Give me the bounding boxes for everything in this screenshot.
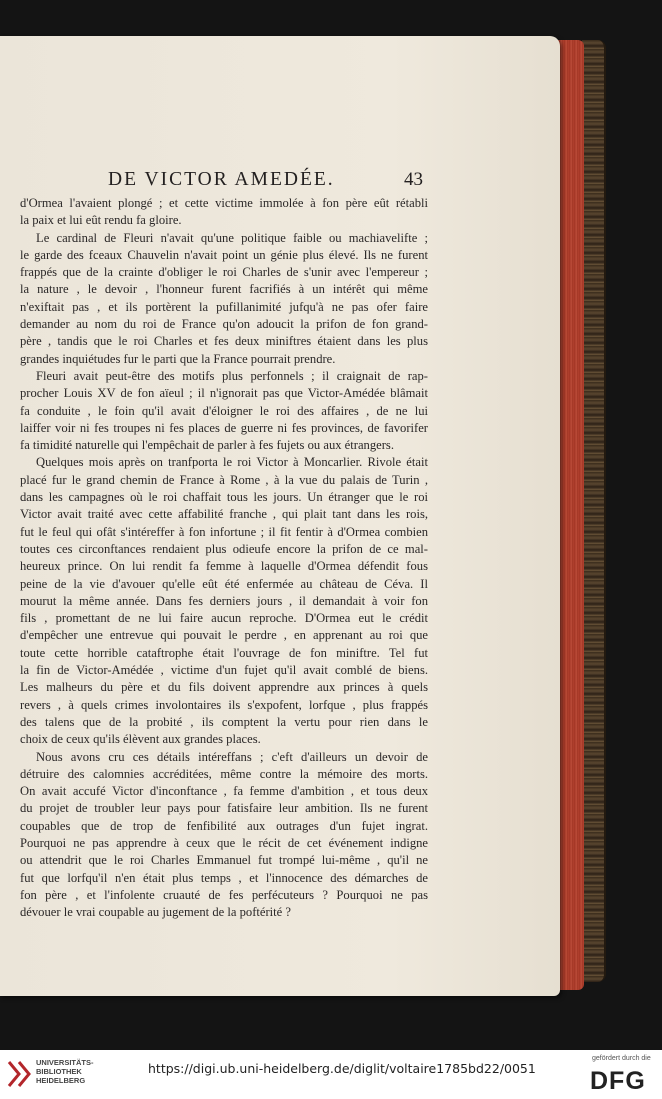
text-line: placé fur le grand chemin de France à Rome , à la vue du palais de Turin , [20,472,428,487]
text-line: fut que lorfqu'il n'en était plus temps , et l'innocence des démarches de [20,870,428,885]
text-line: fut le feul qui ofât s'intéreffer à fon infortune ; il fit fentir à d'Ormea combien [20,524,428,539]
text-line: dans les campagnes où le roi chaffait tous les jours. Un étranger que le roi [20,490,428,505]
text-line: toutes ces circonftances rendaient plus odieufe encore la prifon de ce mal- [20,541,428,556]
text-line: fils , promettant de ne lui faire aucun reproche. D'Ormea eut le crédit [20,611,428,626]
text-line: heureux prince. On lui rendit fa femme à laquelle d'Ormea défendit fous [20,559,428,574]
text-line: d'Ormea l'avaient plongé ; et cette victime immolée à fon père eût rétabli [20,196,428,210]
text-line: Victor avait traité avec cette affabilité franche , qui plait tant dans les rois, [20,507,428,522]
text-line: Les malheurs du père et du fils doivent apprendre aux princes à quels [20,680,428,695]
text-line: Le cardinal de Fleuri n'avait qu'une politique faible ou machiavelifte ; [36,230,428,245]
institution-name [36,1058,94,1085]
text-line: toute cette horrible cataftrophe était l'ouvrage de fon miniftre. Tel fut [20,645,428,660]
text-line: des talens que de la probité , ils comptent la vertu pour rien dans le [20,714,428,729]
university-library-logo-icon [6,1058,32,1090]
book-cover-edge [582,40,606,982]
text-line: On avait accufé Victor d'inconftance , fa femme d'ambition , et tous deux [20,784,428,799]
dfg-logo: DFG [590,1067,646,1095]
institution-line: UNIVERSITÄTS- [36,1058,94,1067]
text-line: fa conduite , le foin qu'il avait d'éloigner le roi des affaires , de ne lui [20,403,428,418]
text-line: Fleuri avait peut-être des motifs plus perfonnels ; il craignait de rap- [36,368,428,383]
text-line: n'exiftait pas , et ils portèrent la pufillanimité jufqu'à ne pas ofer faire [20,299,428,314]
text-line: mourut la même année. Dans fes derniers jours , il demandait à voir fon [20,593,428,608]
text-line: d'empêcher une entrevue qui pouvait le perdre , en apprenant au roi que [20,628,428,643]
text-line: ou attendrit que le roi Charles Emmanuel fut trompé lui-même , qu'il ne [20,853,428,868]
text-line: laiffer voir ni fes troupes ni fes places de guerre ni fes provinces, de favorifer [20,420,428,435]
text-line: Pourquoi ne pas apprendre à ceux que le récit de cet événement indigne [20,835,428,850]
text-line: procher Louis XV de fon aïeul ; il n'ignorait pas que Victor-Amédée blâmait [20,386,428,401]
text-line: choix de ceux qu'ils élèvent aux grandes places. [20,732,261,747]
funded-by-label: gefördert durch die [592,1055,651,1062]
text-line: détruire des calomnies accréditées, même contre la mémoire des morts. [20,766,428,781]
text-line: du projet de troubler leur pays pour fatisfaire leur ambition. Ils ne furent [20,801,428,816]
text-line: la nature , le devoir , l'honneur furent facrifiés à un intérêt qui même [20,282,428,297]
text-line: frappés que de la crainte d'obliger le roi Charles de s'unir avec l'empereur ; [20,265,428,280]
institution-line: BIBLIOTHEK [36,1067,82,1076]
institution-line: HEIDELBERG [36,1076,86,1085]
text-line: demander au nom du roi de France qu'on adoucit la prifon de fon grand- [20,317,428,332]
text-line: la fin de Victor-Amédée , victime d'un fujet qu'il avait comblé de biens. [20,663,428,678]
text-line: dévouer le vrai coupable au jugement de la poftérité ? [20,905,291,920]
viewer-footer [0,1050,662,1099]
text-line: Nous avons cru ces détails intéreffans ; c'eft d'ailleurs un devoir de [36,749,428,764]
text-line: revers , à quels crimes involontaires ils s'expofent, lorfque , plus frappés [20,697,428,712]
text-line: coupables que de trop de fenfibilité aux outrages d'un fujet ingrat. [20,818,428,833]
text-line: fon père , et l'infolente cruauté de fes perfécuteurs ? Pourquoi ne pas [20,887,428,902]
permalink-url[interactable]: https://digi.ub.uni-heidelberg.de/diglit/voltaire1785bd22/0051 [148,1061,536,1076]
text-line: grandes inquiétudes fur le parti que la France pourrait prendre. [20,351,336,366]
text-line: peine de la vie d'avouer qu'elle eût été enfermée au château de Céva. Il [20,576,428,591]
text-line: le garde des fceaux Chauvelin n'avait point un génie plus élevé. Ils ne furent [20,247,428,262]
text-line: fa timidité naturelle qui l'empêchait de parler à fes fujets ou aux étrangers. [20,438,394,453]
text-line: père , tandis que le roi Charles et fes deux miniftres étaient dans les plus [20,334,428,349]
page-number: 43 [404,169,423,190]
text-line: la paix et lui eût rendu fa gloire. [20,213,182,228]
running-head: DE VICTOR AMEDÉE. [108,169,335,190]
book-page [0,36,560,996]
body-text [20,195,428,921]
text-line: Quelques mois après on tranfporta le roi Victor à Moncarlier. Rivole était [36,455,428,470]
